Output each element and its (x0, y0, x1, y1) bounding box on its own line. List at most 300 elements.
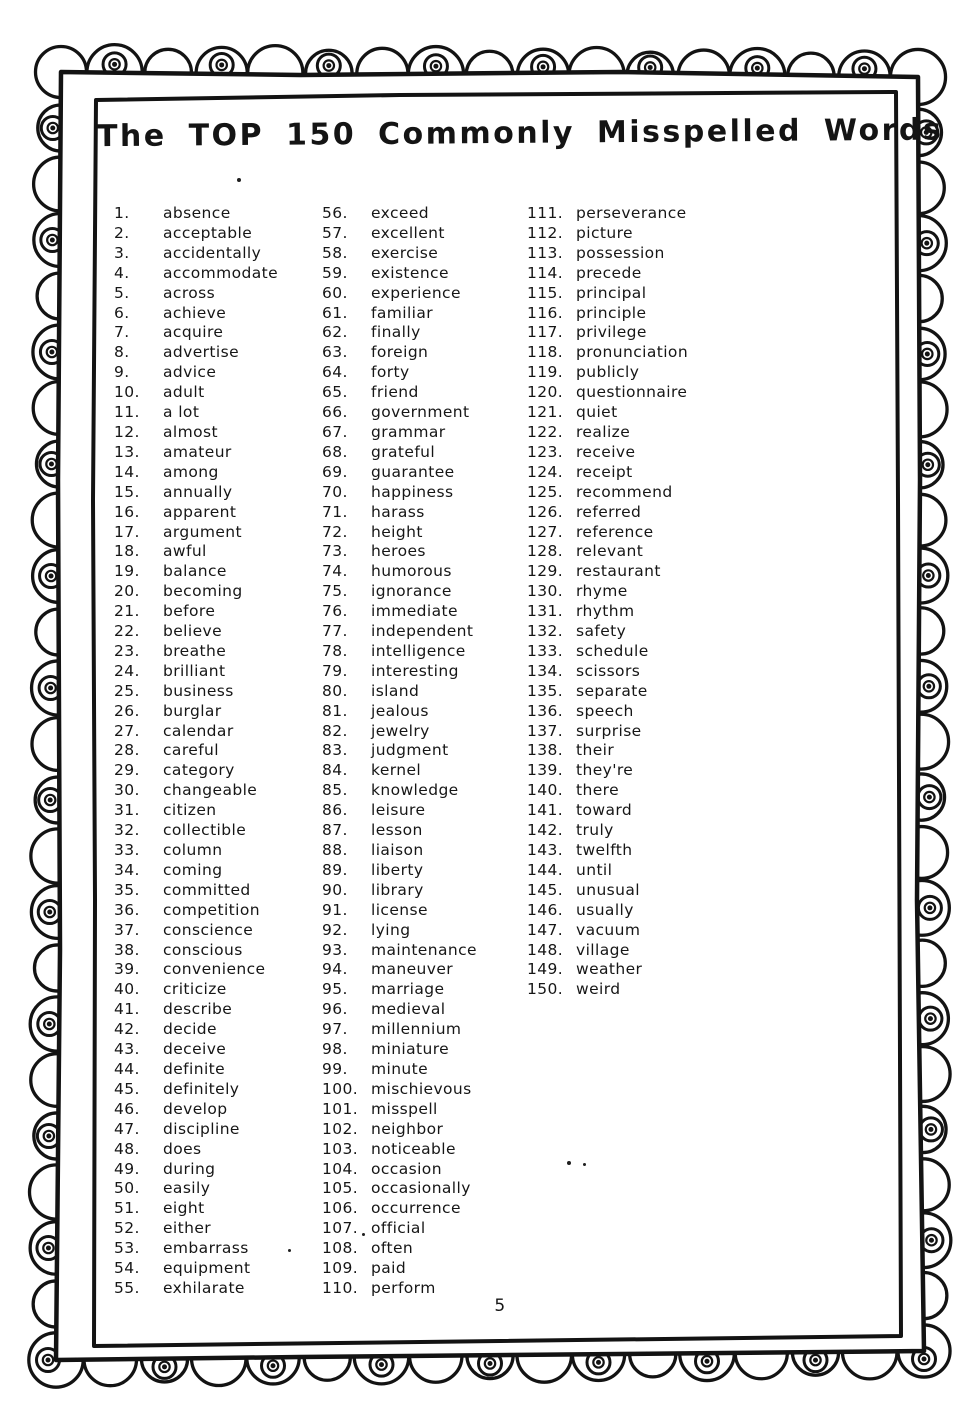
word-text: kernel (371, 761, 422, 780)
word-number: 115. (527, 283, 564, 302)
word-number: 94. (322, 960, 348, 979)
list-item (322, 1239, 477, 1259)
list-item (322, 284, 477, 304)
word-text: collectible (163, 821, 247, 840)
word-text: humorous (371, 562, 452, 581)
word-text: advertise (163, 343, 240, 362)
word-column-3 (527, 204, 688, 1000)
word-text: judgment (371, 741, 449, 760)
word-number: 69. (322, 462, 348, 481)
word-text: jewelry (371, 721, 430, 740)
list-item (322, 562, 477, 582)
word-number: 27. (114, 721, 140, 740)
word-number: 108. (322, 1239, 359, 1258)
list-item (527, 363, 688, 383)
word-text: burglar (163, 701, 222, 720)
word-text: neighbor (371, 1119, 444, 1138)
word-text: accidentally (163, 243, 262, 262)
word-number: 148. (527, 940, 564, 959)
list-item (527, 483, 688, 503)
list-item (114, 224, 278, 244)
word-number: 39. (114, 960, 140, 979)
word-number: 117. (527, 323, 564, 342)
word-number: 125. (527, 482, 564, 501)
word-text: government (371, 403, 470, 422)
word-text: speech (576, 701, 634, 720)
word-text: rhyme (576, 582, 628, 601)
list-item (527, 682, 688, 702)
list-item (114, 582, 278, 602)
word-number: 141. (527, 801, 564, 820)
word-number: 91. (322, 900, 348, 919)
word-number: 29. (114, 761, 140, 780)
word-number: 105. (322, 1179, 359, 1198)
word-number: 146. (527, 900, 564, 919)
word-number: 1. (114, 204, 130, 222)
word-number: 3. (114, 243, 130, 262)
list-item (322, 1120, 477, 1140)
word-text: weather (576, 960, 643, 979)
word-text: believe (163, 622, 223, 641)
word-number: 6. (114, 303, 130, 322)
word-number: 46. (114, 1099, 140, 1118)
word-text: privilege (576, 323, 647, 342)
word-text: careful (163, 741, 219, 760)
word-text: ignorance (371, 582, 452, 601)
list-item (322, 761, 477, 781)
word-number: 136. (527, 701, 564, 720)
word-text: category (163, 761, 235, 780)
word-text: calendar (163, 721, 234, 740)
word-number: 31. (114, 801, 140, 820)
word-number: 22. (114, 622, 140, 641)
list-item (114, 1060, 278, 1080)
word-text: annually (163, 482, 233, 501)
list-item (527, 722, 688, 742)
list-item (527, 403, 688, 423)
word-text: usually (576, 900, 634, 919)
ink-speck (237, 178, 241, 182)
word-text: surprise (576, 721, 642, 740)
word-number: 99. (322, 1059, 348, 1078)
word-text: brilliant (163, 661, 226, 680)
word-text: awful (163, 542, 207, 561)
word-number: 30. (114, 781, 140, 800)
word-text: maneuver (371, 960, 454, 979)
list-item (114, 781, 278, 801)
word-number: 51. (114, 1199, 140, 1218)
word-text: friend (371, 383, 419, 402)
word-text: often (371, 1239, 414, 1258)
word-number: 142. (527, 821, 564, 840)
word-text: they're (576, 761, 634, 780)
list-item (114, 423, 278, 443)
word-number: 73. (322, 542, 348, 561)
word-text: across (163, 283, 216, 302)
word-text: receive (576, 442, 636, 461)
list-item (322, 383, 477, 403)
list-item (114, 483, 278, 503)
list-item (322, 463, 477, 483)
word-number: 103. (322, 1139, 359, 1158)
list-item (322, 702, 477, 722)
list-item (322, 204, 477, 224)
list-item (322, 224, 477, 244)
list-item (527, 423, 688, 443)
word-text: finally (371, 323, 421, 342)
list-item (527, 523, 688, 543)
list-item (114, 741, 278, 761)
list-item (322, 821, 477, 841)
word-text: advice (163, 363, 217, 382)
list-item (322, 801, 477, 821)
word-text: conscious (163, 940, 243, 959)
list-item (527, 702, 688, 722)
list-item (114, 960, 278, 980)
list-item (322, 1219, 477, 1239)
word-number: 116. (527, 303, 564, 322)
word-number: 147. (527, 920, 564, 939)
list-item (114, 284, 278, 304)
word-number: 67. (322, 422, 348, 441)
list-item (114, 1140, 278, 1160)
word-text: column (163, 841, 223, 859)
word-column-1 (114, 204, 278, 1299)
word-text: amateur (163, 442, 232, 461)
list-item (114, 1219, 278, 1239)
word-text: truly (576, 821, 614, 840)
list-item (322, 304, 477, 324)
list-item (114, 1259, 278, 1279)
word-text: adult (163, 383, 205, 402)
word-number: 44. (114, 1059, 140, 1078)
word-text: excellent (371, 223, 445, 242)
word-number: 86. (322, 801, 348, 820)
ink-speck (583, 1163, 586, 1166)
word-number: 17. (114, 522, 140, 541)
list-item (527, 821, 688, 841)
word-text: argument (163, 522, 242, 541)
word-text: happiness (371, 482, 454, 501)
word-text: becoming (163, 582, 243, 601)
word-number: 70. (322, 482, 348, 501)
word-text: deceive (163, 1040, 227, 1059)
word-number: 133. (527, 641, 564, 660)
word-text: principle (576, 303, 647, 322)
word-text: scissors (576, 661, 641, 680)
word-number: 92. (322, 920, 348, 939)
word-text: acquire (163, 323, 224, 342)
list-item (322, 503, 477, 523)
word-text: misspell (371, 1099, 438, 1118)
list-item (322, 602, 477, 622)
word-text: realize (576, 422, 631, 441)
word-text: twelfth (576, 841, 633, 859)
word-number: 40. (114, 980, 140, 999)
word-text: rhythm (576, 602, 635, 621)
word-number: 112. (527, 223, 564, 242)
word-number: 89. (322, 860, 348, 879)
list-item (114, 523, 278, 543)
word-text: restaurant (576, 562, 661, 581)
word-text: achieve (163, 303, 227, 322)
list-item (322, 523, 477, 543)
list-item (322, 841, 477, 861)
word-number: 75. (322, 582, 348, 601)
word-text: island (371, 681, 420, 700)
word-text: decide (163, 1020, 217, 1039)
word-number: 41. (114, 1000, 140, 1019)
list-item (322, 423, 477, 443)
list-item (322, 403, 477, 423)
word-number: 138. (527, 741, 564, 760)
word-number: 5. (114, 283, 130, 302)
list-item (527, 343, 688, 363)
list-item (114, 1040, 278, 1060)
list-item (527, 841, 688, 861)
list-item (322, 622, 477, 642)
word-text: mischievous (371, 1079, 472, 1098)
word-number: 74. (322, 562, 348, 581)
word-text: guarantee (371, 462, 455, 481)
word-number: 20. (114, 582, 140, 601)
word-text: develop (163, 1099, 228, 1118)
word-text: easily (163, 1179, 211, 1198)
list-item (114, 980, 278, 1000)
word-text: harass (371, 502, 425, 521)
word-number: 42. (114, 1020, 140, 1039)
list-item (114, 1199, 278, 1219)
list-item (527, 304, 688, 324)
word-number: 18. (114, 542, 140, 561)
word-text: official (371, 1219, 426, 1238)
word-text: lying (371, 920, 411, 939)
ink-speck (362, 1233, 365, 1236)
list-item (527, 224, 688, 244)
word-text: committed (163, 880, 251, 899)
list-item (114, 901, 278, 921)
list-item (114, 761, 278, 781)
list-item (527, 602, 688, 622)
list-item (322, 443, 477, 463)
list-item (114, 642, 278, 662)
word-number: 96. (322, 1000, 348, 1019)
word-text: heroes (371, 542, 426, 561)
word-number: 88. (322, 841, 348, 859)
list-item (527, 761, 688, 781)
list-item (322, 483, 477, 503)
word-number: 134. (527, 661, 564, 680)
list-item (322, 901, 477, 921)
word-text: pronunciation (576, 343, 689, 362)
word-number: 50. (114, 1179, 140, 1198)
word-number: 56. (322, 204, 348, 222)
word-text: conscience (163, 920, 254, 939)
word-number: 145. (527, 880, 564, 899)
word-text: occasion (371, 1159, 442, 1178)
word-number: 72. (322, 522, 348, 541)
list-item (322, 682, 477, 702)
list-item (322, 582, 477, 602)
list-item (527, 662, 688, 682)
list-item (114, 323, 278, 343)
word-text: jealous (371, 701, 429, 720)
word-text: lesson (371, 821, 423, 840)
list-item (114, 821, 278, 841)
word-text: schedule (576, 641, 649, 660)
word-text: quiet (576, 403, 618, 422)
word-text: questionnaire (576, 383, 688, 402)
list-item (527, 542, 688, 562)
list-item (322, 781, 477, 801)
word-number: 118. (527, 343, 564, 362)
word-number: 33. (114, 841, 140, 859)
list-item (114, 801, 278, 821)
word-text: maintenance (371, 940, 477, 959)
list-item (114, 264, 278, 284)
list-item (322, 244, 477, 264)
word-text: possession (576, 243, 665, 262)
word-text: immediate (371, 602, 458, 621)
word-text: forty (371, 363, 410, 382)
list-item (322, 1160, 477, 1180)
list-item (527, 383, 688, 403)
list-item (527, 284, 688, 304)
list-item (527, 741, 688, 761)
word-number: 60. (322, 283, 348, 302)
word-text: a lot (163, 403, 200, 422)
word-number: 110. (322, 1278, 359, 1297)
word-number: 80. (322, 681, 348, 700)
word-text: principal (576, 283, 647, 302)
word-text: competition (163, 900, 260, 919)
list-item (322, 1000, 477, 1020)
list-item (322, 1040, 477, 1060)
word-text: familiar (371, 303, 434, 322)
word-text: paid (371, 1259, 407, 1278)
list-item (527, 463, 688, 483)
list-item (527, 941, 688, 961)
word-number: 7. (114, 323, 130, 342)
list-item (527, 204, 688, 224)
word-number: 126. (527, 502, 564, 521)
list-item (527, 503, 688, 523)
list-item (527, 443, 688, 463)
word-number: 121. (527, 403, 564, 422)
word-text: intelligence (371, 641, 466, 660)
word-number: 135. (527, 681, 564, 700)
word-number: 9. (114, 363, 130, 382)
list-item (322, 542, 477, 562)
word-number: 90. (322, 880, 348, 899)
word-text: safety (576, 622, 627, 641)
list-item (527, 960, 688, 980)
word-text: apparent (163, 502, 237, 521)
word-text: eight (163, 1199, 205, 1218)
word-number: 54. (114, 1259, 140, 1278)
word-number: 12. (114, 422, 140, 441)
word-number: 124. (527, 462, 564, 481)
list-item (322, 741, 477, 761)
list-item (527, 781, 688, 801)
word-text: perform (371, 1278, 436, 1297)
word-text: does (163, 1139, 202, 1158)
word-text: weird (576, 980, 621, 999)
list-item (322, 323, 477, 343)
word-number: 61. (322, 303, 348, 322)
word-number: 58. (322, 243, 348, 262)
ink-speck (567, 1161, 571, 1165)
word-text: receipt (576, 462, 633, 481)
word-number: 144. (527, 860, 564, 879)
list-item (527, 881, 688, 901)
list-item (322, 921, 477, 941)
word-number: 95. (322, 980, 348, 999)
word-text: independent (371, 622, 474, 641)
list-item (114, 1080, 278, 1100)
list-item (322, 980, 477, 1000)
word-text: coming (163, 860, 223, 879)
word-text: library (371, 880, 424, 899)
word-number: 63. (322, 343, 348, 362)
word-number: 137. (527, 721, 564, 740)
word-text: balance (163, 562, 227, 581)
word-number: 4. (114, 263, 130, 282)
word-number: 35. (114, 880, 140, 899)
word-number: 32. (114, 821, 140, 840)
word-number: 111. (527, 204, 564, 222)
word-text: until (576, 860, 613, 879)
word-number: 77. (322, 622, 348, 641)
word-text: equipment (163, 1259, 251, 1278)
list-item (114, 204, 278, 224)
word-number: 2. (114, 223, 130, 242)
word-number: 113. (527, 243, 564, 262)
list-item (527, 264, 688, 284)
word-text: toward (576, 801, 633, 820)
word-number: 143. (527, 841, 564, 859)
word-text: breathe (163, 641, 227, 660)
word-number: 76. (322, 602, 348, 621)
list-item (114, 1239, 278, 1259)
page-number: 5 (494, 1296, 506, 1316)
list-item (322, 642, 477, 662)
word-text: village (576, 940, 630, 959)
word-number: 81. (322, 701, 348, 720)
word-number: 19. (114, 562, 140, 581)
word-number: 37. (114, 920, 140, 939)
word-number: 15. (114, 482, 140, 501)
word-text: interesting (371, 661, 459, 680)
word-number: 150. (527, 980, 564, 999)
list-item (114, 542, 278, 562)
word-text: miniature (371, 1040, 450, 1059)
list-item (114, 1120, 278, 1140)
list-item (114, 622, 278, 642)
word-text: precede (576, 263, 642, 282)
word-number: 64. (322, 363, 348, 382)
word-number: 14. (114, 462, 140, 481)
word-number: 23. (114, 641, 140, 660)
word-text: picture (576, 223, 633, 242)
page-title: The TOP 150 Commonly Misspelled Words (96, 112, 944, 155)
word-number: 107. (322, 1219, 359, 1238)
list-item (114, 682, 278, 702)
word-number: 129. (527, 562, 564, 581)
word-number: 66. (322, 403, 348, 422)
word-number: 47. (114, 1119, 140, 1138)
word-text: occasionally (371, 1179, 471, 1198)
